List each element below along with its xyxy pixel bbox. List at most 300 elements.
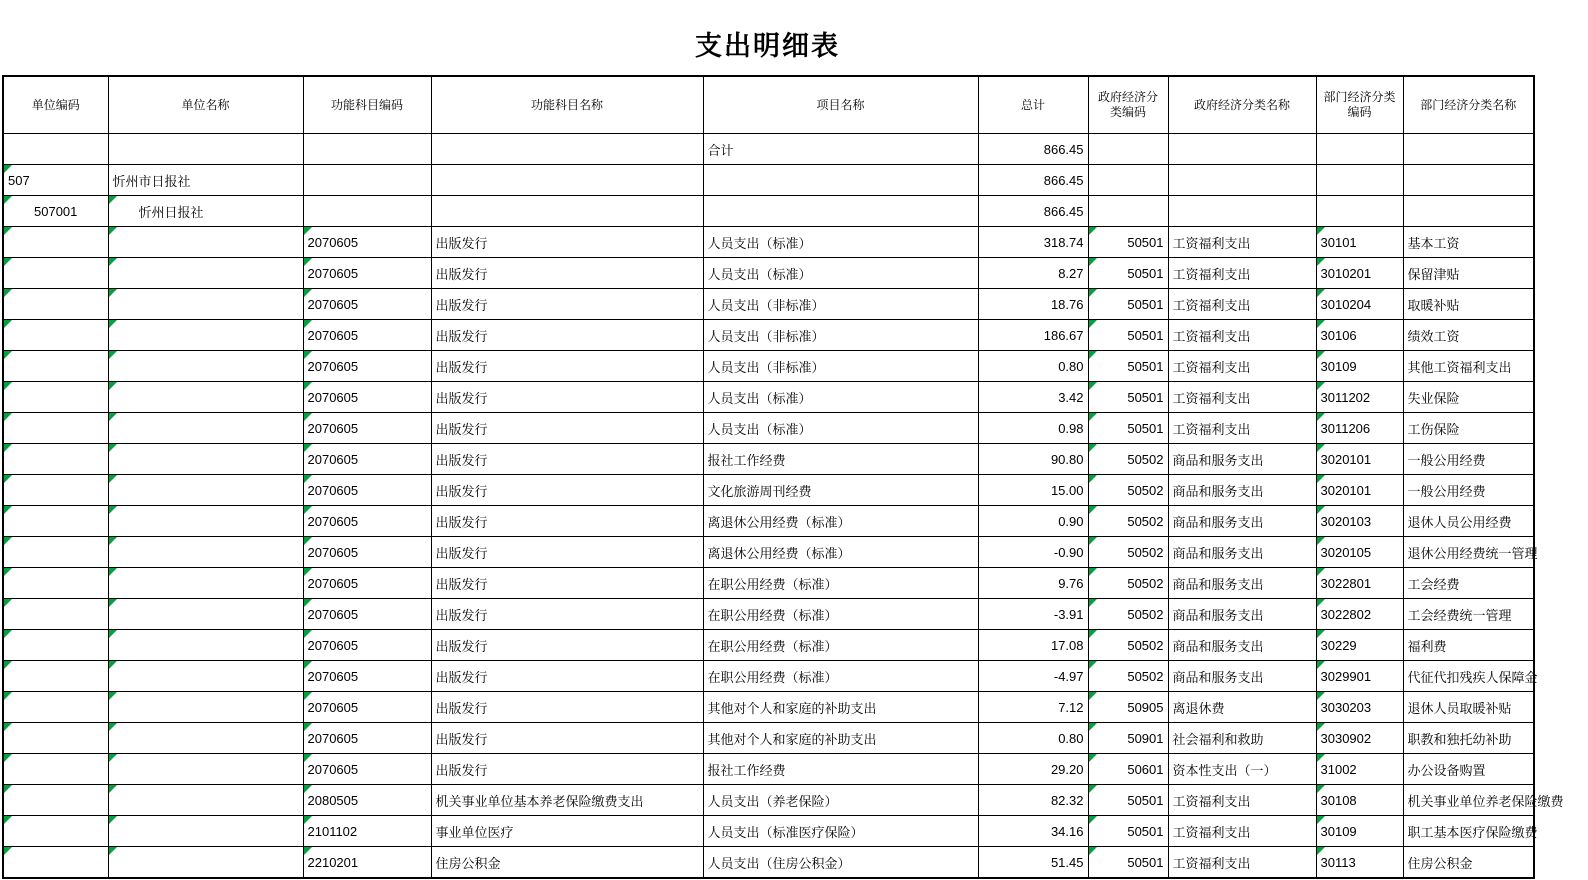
cell[interactable] [1088,227,1168,258]
cell[interactable] [431,754,703,785]
number-as-text-flag-icon [304,692,312,700]
number-as-text-flag-icon [109,382,117,390]
table-row [3,444,1534,475]
cell[interactable] [108,692,303,723]
cell[interactable] [431,227,703,258]
cell[interactable] [1316,165,1403,196]
cell[interactable] [703,320,978,351]
cell[interactable] [978,630,1088,661]
column-header[interactable]: 部门经济分类名称 [1403,76,1534,134]
cell-text: 出版发行 [435,669,488,685]
cell[interactable] [108,165,303,196]
cell-text: 2070605 [307,389,359,405]
cell[interactable] [1088,134,1168,165]
cell[interactable] [3,537,108,568]
cell[interactable] [1088,351,1168,382]
cell[interactable] [1403,289,1534,320]
cell[interactable] [3,196,108,227]
cell[interactable] [431,568,703,599]
column-header[interactable]: 政府经济分类编码 [1088,76,1168,134]
cell-text: 商品和服务支出 [1172,514,1264,530]
cell[interactable] [703,258,978,289]
cell[interactable] [1403,196,1534,227]
cell[interactable] [703,382,978,413]
cell[interactable] [1168,630,1316,661]
column-header[interactable]: 单位编码 [3,76,108,134]
cell[interactable] [978,289,1088,320]
cell[interactable] [303,568,431,599]
cell[interactable] [303,723,431,754]
cell[interactable] [3,382,108,413]
cell[interactable] [108,289,303,320]
cell[interactable] [1403,165,1534,196]
cell[interactable] [703,847,978,879]
cell[interactable] [978,661,1088,692]
cell[interactable] [978,847,1088,879]
cell-text: 出版发行 [435,266,488,282]
cell[interactable] [1168,568,1316,599]
cell[interactable] [1168,444,1316,475]
number-as-text-flag-icon [109,320,117,328]
cell[interactable] [703,723,978,754]
cell[interactable] [978,320,1088,351]
cell[interactable] [3,661,108,692]
cell[interactable] [1168,320,1316,351]
cell[interactable] [978,475,1088,506]
cell[interactable] [1403,506,1534,537]
cell[interactable] [1403,754,1534,785]
cell[interactable] [1088,444,1168,475]
cell[interactable] [108,320,303,351]
cell[interactable] [1316,537,1403,568]
cell[interactable] [3,599,108,630]
cell[interactable] [703,785,978,816]
cell[interactable] [303,413,431,444]
cell[interactable] [1088,196,1168,227]
cell[interactable] [703,227,978,258]
cell[interactable] [431,320,703,351]
cell[interactable] [1088,506,1168,537]
cell[interactable] [1316,661,1403,692]
number-as-text-flag-icon [4,227,12,235]
cell[interactable] [431,816,703,847]
cell[interactable] [1316,816,1403,847]
cell[interactable] [303,537,431,568]
cell[interactable] [431,134,703,165]
cell[interactable] [1316,351,1403,382]
cell-text: 人员支出（标准医疗保险） [707,824,864,840]
cell[interactable] [1168,382,1316,413]
cell[interactable] [978,568,1088,599]
cell[interactable] [1316,506,1403,537]
cell[interactable] [1088,382,1168,413]
cell-text: 忻州日报社 [138,204,204,220]
cell[interactable] [1168,134,1316,165]
cell[interactable] [108,506,303,537]
cell[interactable] [3,723,108,754]
cell[interactable] [431,723,703,754]
cell[interactable] [1088,785,1168,816]
table-row [3,196,1534,227]
cell[interactable] [431,537,703,568]
cell[interactable] [1168,537,1316,568]
cell[interactable] [108,785,303,816]
cell[interactable] [1403,258,1534,289]
number-as-text-flag-icon [4,785,12,793]
cell[interactable] [1088,413,1168,444]
cell[interactable] [703,134,978,165]
cell[interactable] [1088,723,1168,754]
cell[interactable] [303,599,431,630]
cell[interactable] [1168,785,1316,816]
cell[interactable] [3,754,108,785]
cell[interactable] [1168,227,1316,258]
cell-text: 社会福利和救助 [1172,731,1264,747]
cell[interactable] [3,351,108,382]
table-row [3,847,1534,879]
cell[interactable] [108,723,303,754]
cell[interactable] [978,165,1088,196]
cell[interactable] [108,134,303,165]
cell[interactable] [431,289,703,320]
cell[interactable] [3,816,108,847]
cell[interactable] [978,134,1088,165]
cell-text: 出版发行 [435,390,488,406]
cell[interactable] [703,413,978,444]
cell[interactable] [1403,785,1564,816]
cell-text: 50501 [1127,823,1164,839]
cell[interactable] [1168,196,1316,227]
cell[interactable] [1403,599,1534,630]
cell[interactable] [1316,692,1403,723]
cell[interactable] [3,630,108,661]
cell[interactable] [3,506,108,537]
cell-text: -0.90 [1053,544,1084,560]
cell[interactable] [431,661,703,692]
number-as-text-flag-icon [109,351,117,359]
cell[interactable] [431,692,703,723]
cell[interactable] [303,258,431,289]
cell[interactable] [1088,537,1168,568]
number-as-text-flag-icon [304,537,312,545]
cell[interactable] [703,754,978,785]
cell[interactable] [431,258,703,289]
cell[interactable] [108,847,303,879]
cell[interactable] [303,227,431,258]
cell[interactable] [303,816,431,847]
cell-text: 保留津贴 [1407,266,1460,282]
cell[interactable] [303,661,431,692]
cell[interactable] [1316,382,1403,413]
cell[interactable] [1088,475,1168,506]
cell[interactable] [978,537,1088,568]
cell[interactable] [303,630,431,661]
cell[interactable] [978,599,1088,630]
number-as-text-flag-icon [1089,568,1097,576]
cell[interactable] [303,692,431,723]
cell[interactable] [1088,289,1168,320]
cell[interactable] [1088,165,1168,196]
cell[interactable] [978,444,1088,475]
cell[interactable] [303,351,431,382]
cell-text: 商品和服务支出 [1172,576,1264,592]
cell-text: 17.08 [1050,637,1084,653]
cell[interactable] [978,816,1088,847]
cell[interactable] [1168,413,1316,444]
cell[interactable] [1403,847,1534,879]
number-as-text-flag-icon [304,413,312,421]
cell[interactable] [303,196,431,227]
cell[interactable] [978,413,1088,444]
cell-text: 90.80 [1050,451,1084,467]
cell[interactable] [3,444,108,475]
cell[interactable] [431,506,703,537]
cell[interactable] [431,196,703,227]
cell[interactable] [1316,568,1403,599]
cell[interactable] [703,599,978,630]
cell[interactable] [1168,258,1316,289]
column-header[interactable]: 部门经济分类编码 [1316,76,1403,134]
cell[interactable] [1088,599,1168,630]
cell[interactable] [978,692,1088,723]
cell[interactable] [1088,568,1168,599]
cell[interactable] [703,661,978,692]
cell[interactable] [1088,320,1168,351]
cell[interactable] [3,320,108,351]
cell[interactable] [703,351,978,382]
cell[interactable] [1088,847,1168,879]
cell[interactable] [1403,723,1534,754]
cell[interactable] [1168,847,1316,879]
cell[interactable] [108,537,303,568]
cell-text: 0.90 [1058,513,1084,529]
cell[interactable] [703,289,978,320]
number-as-text-flag-icon [4,506,12,514]
cell[interactable] [1168,165,1316,196]
cell[interactable] [431,413,703,444]
cell[interactable] [1316,320,1403,351]
cell-text: 住房公积金 [435,855,501,871]
cell[interactable] [1088,258,1168,289]
cell[interactable] [3,475,108,506]
column-header[interactable]: 总计 [978,76,1088,134]
cell-text: 318.74 [1043,234,1084,250]
cell[interactable] [108,599,303,630]
cell[interactable] [1403,475,1534,506]
column-header[interactable]: 政府经济分类名称 [1168,76,1316,134]
cell[interactable] [108,661,303,692]
cell[interactable] [303,785,431,816]
cell[interactable] [108,475,303,506]
cell-text: 34.16 [1050,823,1084,839]
cell[interactable] [3,258,108,289]
cell[interactable] [3,847,108,879]
number-as-text-flag-icon [4,351,12,359]
cell[interactable] [303,165,431,196]
cell-text: 3011206 [1320,420,1371,436]
cell[interactable] [108,568,303,599]
number-as-text-flag-icon [304,723,312,731]
cell[interactable] [431,785,703,816]
cell[interactable] [108,258,303,289]
cell[interactable] [1088,816,1168,847]
cell[interactable] [1168,599,1316,630]
cell[interactable] [1403,692,1534,723]
cell[interactable] [1316,754,1403,785]
cell[interactable] [1168,289,1316,320]
column-header[interactable]: 功能科目编码 [303,76,431,134]
cell-text: 50501 [1127,265,1164,281]
cell[interactable] [978,258,1088,289]
cell[interactable] [1316,413,1403,444]
cell[interactable] [1168,351,1316,382]
cell-text: 绩效工资 [1407,328,1460,344]
cell[interactable] [303,506,431,537]
cell[interactable] [1316,258,1403,289]
cell[interactable] [1168,692,1316,723]
cell[interactable] [303,754,431,785]
cell[interactable] [1168,816,1316,847]
cell-text: 2070605 [307,420,359,436]
cell[interactable] [431,599,703,630]
cell[interactable] [1316,785,1403,816]
number-as-text-flag-icon [1317,723,1325,731]
cell[interactable] [978,785,1088,816]
cell[interactable] [431,630,703,661]
cell[interactable] [1403,816,1538,847]
cell[interactable] [108,227,303,258]
cell[interactable] [1403,134,1534,165]
cell[interactable] [1403,630,1534,661]
cell[interactable] [1316,847,1403,879]
cell[interactable] [1403,661,1538,692]
cell[interactable] [703,444,978,475]
cell[interactable] [1403,320,1534,351]
cell[interactable] [978,227,1088,258]
cell[interactable] [108,630,303,661]
cell[interactable] [703,692,978,723]
cell[interactable] [703,630,978,661]
cell[interactable] [108,382,303,413]
cell[interactable] [108,444,303,475]
cell[interactable] [431,351,703,382]
cell[interactable] [1316,630,1403,661]
cell[interactable] [978,754,1088,785]
cell[interactable] [978,196,1088,227]
column-header[interactable]: 单位名称 [108,76,303,134]
header-row [3,76,1534,134]
cell[interactable] [431,444,703,475]
cell[interactable] [1168,754,1316,785]
column-header[interactable]: 功能科目名称 [431,76,703,134]
cell-text: 3022802 [1320,606,1372,622]
cell[interactable] [1168,506,1316,537]
cell[interactable] [3,413,108,444]
cell[interactable] [1168,661,1316,692]
number-as-text-flag-icon [1317,599,1325,607]
table-row [3,599,1534,630]
cell-text: 其他对个人和家庭的补助支出 [707,731,877,747]
cell[interactable] [1316,227,1403,258]
cell[interactable] [3,134,108,165]
cell[interactable] [703,568,978,599]
cell[interactable] [1316,196,1403,227]
cell[interactable] [1403,351,1534,382]
cell[interactable] [1316,723,1403,754]
column-header[interactable]: 项目名称 [703,76,978,134]
cell[interactable] [1403,413,1534,444]
table-row [3,506,1534,537]
cell[interactable] [303,289,431,320]
cell[interactable] [431,847,703,879]
cell[interactable] [3,165,108,196]
cell[interactable] [703,537,978,568]
cell[interactable] [703,196,978,227]
cell[interactable] [1316,289,1403,320]
cell[interactable] [1088,754,1168,785]
cell-text: 50502 [1127,668,1164,684]
cell[interactable] [431,475,703,506]
cell[interactable] [108,196,303,227]
cell[interactable] [108,413,303,444]
cell[interactable] [303,475,431,506]
cell[interactable] [1168,723,1316,754]
cell[interactable] [703,475,978,506]
cell[interactable] [431,382,703,413]
cell[interactable] [303,382,431,413]
cell[interactable] [303,847,431,879]
cell[interactable] [3,785,108,816]
cell[interactable] [3,568,108,599]
cell[interactable] [1316,134,1403,165]
cell-text: 50502 [1127,482,1164,498]
cell[interactable] [978,723,1088,754]
cell-text: 2070605 [307,234,359,250]
cell[interactable] [3,289,108,320]
cell[interactable] [703,816,978,847]
cell[interactable] [3,692,108,723]
cell[interactable] [703,506,978,537]
cell[interactable] [1316,444,1403,475]
cell[interactable] [1088,661,1168,692]
cell[interactable] [108,351,303,382]
cell[interactable] [108,754,303,785]
cell[interactable] [978,382,1088,413]
cell[interactable] [303,444,431,475]
cell[interactable] [1168,475,1316,506]
cell[interactable] [1316,475,1403,506]
cell[interactable] [1403,444,1534,475]
cell-text: 在职公用经费（标准） [707,669,838,685]
cell[interactable] [1403,568,1534,599]
cell[interactable] [1088,630,1168,661]
cell[interactable] [978,506,1088,537]
number-as-text-flag-icon [1317,568,1325,576]
cell-text: 工资福利支出 [1172,855,1251,871]
cell[interactable] [303,320,431,351]
cell[interactable] [1403,227,1534,258]
cell[interactable] [303,134,431,165]
cell[interactable] [1316,599,1403,630]
cell[interactable] [1403,382,1534,413]
cell[interactable] [108,816,303,847]
cell[interactable] [3,227,108,258]
cell[interactable] [1403,537,1538,568]
cell[interactable] [431,165,703,196]
cell[interactable] [1088,692,1168,723]
cell[interactable] [978,351,1088,382]
cell[interactable] [703,165,978,196]
